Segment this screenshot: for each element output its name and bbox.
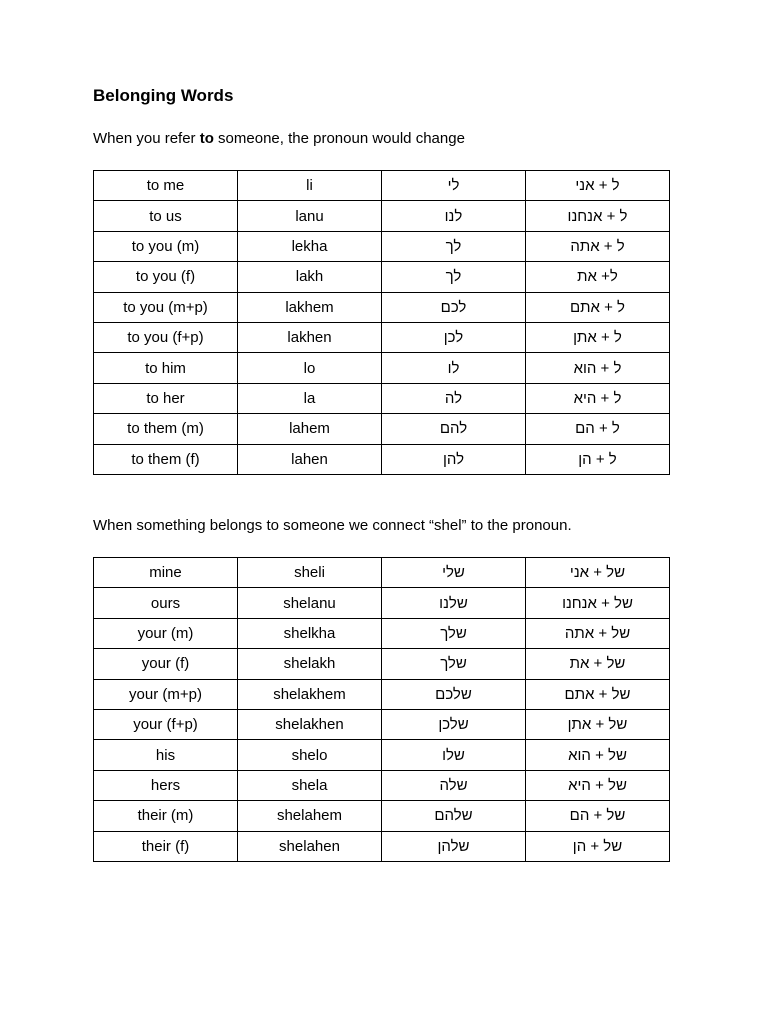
hebrew-breakdown-cell: ל + אתן <box>526 322 670 352</box>
hebrew-cell: שלהם <box>382 801 526 831</box>
transliteration-cell: shela <box>238 770 382 800</box>
hebrew-breakdown-cell: של + אני <box>526 558 670 588</box>
hebrew-cell: לכן <box>382 322 526 352</box>
english-cell: to me <box>94 171 238 201</box>
hebrew-breakdown-cell: ל + הוא <box>526 353 670 383</box>
transliteration-cell: sheli <box>238 558 382 588</box>
transliteration-cell: lanu <box>238 201 382 231</box>
hebrew-cell: לו <box>382 353 526 383</box>
hebrew-cell: שלה <box>382 770 526 800</box>
transliteration-cell: lekha <box>238 231 382 261</box>
hebrew-breakdown-cell: של + אתה <box>526 618 670 648</box>
hebrew-breakdown-cell: של + הן <box>526 831 670 861</box>
english-cell: to you (f) <box>94 262 238 292</box>
transliteration-cell: shelakhem <box>238 679 382 709</box>
hebrew-breakdown-cell: ל + היא <box>526 383 670 413</box>
belonging-table <box>93 557 670 862</box>
section2-intro: When something belongs to someone we connect “shel” to the pronoun. <box>93 517 572 534</box>
hebrew-cell: לי <box>382 171 526 201</box>
table-row <box>94 801 670 831</box>
table-row <box>94 414 670 444</box>
belonging-table-body <box>94 558 670 862</box>
page-title: Belonging Words <box>93 86 234 105</box>
table-row <box>94 353 670 383</box>
section1-intro-before: When you refer <box>93 130 200 147</box>
hebrew-cell: להם <box>382 414 526 444</box>
hebrew-breakdown-cell: ל + אתם <box>526 292 670 322</box>
transliteration-cell: shelakhen <box>238 709 382 739</box>
hebrew-cell: שלו <box>382 740 526 770</box>
transliteration-cell: lo <box>238 353 382 383</box>
transliteration-cell: shelkha <box>238 618 382 648</box>
hebrew-cell: לה <box>382 383 526 413</box>
hebrew-cell: שלנו <box>382 588 526 618</box>
hebrew-cell: לנו <box>382 201 526 231</box>
hebrew-breakdown-cell: של + אנחנו <box>526 588 670 618</box>
transliteration-cell: li <box>238 171 382 201</box>
hebrew-breakdown-cell: ל + אנחנו <box>526 201 670 231</box>
hebrew-cell: שלהן <box>382 831 526 861</box>
section1-intro <box>93 130 465 147</box>
transliteration-cell: la <box>238 383 382 413</box>
table-row <box>94 383 670 413</box>
english-cell: to them (f) <box>94 444 238 474</box>
table-row <box>94 618 670 648</box>
section1-intro-after: someone, the pronoun would change <box>213 130 465 147</box>
english-cell: to them (m) <box>94 414 238 444</box>
hebrew-breakdown-cell: ל + אתה <box>526 231 670 261</box>
english-cell: your (m) <box>94 618 238 648</box>
english-cell: mine <box>94 558 238 588</box>
hebrew-breakdown-cell: של + אתם <box>526 679 670 709</box>
english-cell: his <box>94 740 238 770</box>
english-cell: to you (m+p) <box>94 292 238 322</box>
transliteration-cell: lahen <box>238 444 382 474</box>
table-row <box>94 262 670 292</box>
hebrew-cell: שלכן <box>382 709 526 739</box>
table-row <box>94 740 670 770</box>
english-cell: your (f) <box>94 649 238 679</box>
hebrew-cell: להן <box>382 444 526 474</box>
english-cell: hers <box>94 770 238 800</box>
english-cell: to us <box>94 201 238 231</box>
table-row <box>94 831 670 861</box>
table-row <box>94 292 670 322</box>
hebrew-cell: שלך <box>382 649 526 679</box>
hebrew-cell: שלך <box>382 618 526 648</box>
table-row <box>94 322 670 352</box>
transliteration-cell: lakh <box>238 262 382 292</box>
table-row <box>94 444 670 474</box>
hebrew-breakdown-cell: ל + הן <box>526 444 670 474</box>
hebrew-cell: שלי <box>382 558 526 588</box>
hebrew-cell: לך <box>382 262 526 292</box>
hebrew-breakdown-cell: ל + הם <box>526 414 670 444</box>
transliteration-cell: shelahem <box>238 801 382 831</box>
hebrew-cell: לכם <box>382 292 526 322</box>
hebrew-breakdown-cell: של + אתן <box>526 709 670 739</box>
transliteration-cell: shelahen <box>238 831 382 861</box>
hebrew-cell: לך <box>382 231 526 261</box>
english-cell: their (m) <box>94 801 238 831</box>
english-cell: to you (f+p) <box>94 322 238 352</box>
transliteration-cell: lakhen <box>238 322 382 352</box>
hebrew-breakdown-cell: ל+ את <box>526 262 670 292</box>
section1-intro-bold: to <box>199 130 214 147</box>
transliteration-cell: shelo <box>238 740 382 770</box>
english-cell: ours <box>94 588 238 618</box>
hebrew-breakdown-cell: של + היא <box>526 770 670 800</box>
english-cell: to you (m) <box>94 231 238 261</box>
english-cell: to him <box>94 353 238 383</box>
table-row <box>94 201 670 231</box>
transliteration-cell: lakhem <box>238 292 382 322</box>
table-row <box>94 231 670 261</box>
table-row <box>94 770 670 800</box>
table-row <box>94 558 670 588</box>
transliteration-cell: lahem <box>238 414 382 444</box>
table-row <box>94 679 670 709</box>
to-pronoun-table-body <box>94 171 670 475</box>
hebrew-breakdown-cell: של + הוא <box>526 740 670 770</box>
hebrew-breakdown-cell: ל + אני <box>526 171 670 201</box>
hebrew-cell: שלכם <box>382 679 526 709</box>
table-row <box>94 649 670 679</box>
english-cell: their (f) <box>94 831 238 861</box>
english-cell: your (m+p) <box>94 679 238 709</box>
english-cell: your (f+p) <box>94 709 238 739</box>
hebrew-breakdown-cell: של + הם <box>526 801 670 831</box>
table-row <box>94 171 670 201</box>
transliteration-cell: shelanu <box>238 588 382 618</box>
table-row <box>94 709 670 739</box>
table-row <box>94 588 670 618</box>
english-cell: to her <box>94 383 238 413</box>
transliteration-cell: shelakh <box>238 649 382 679</box>
to-pronoun-table <box>93 170 670 475</box>
hebrew-breakdown-cell: של + את <box>526 649 670 679</box>
